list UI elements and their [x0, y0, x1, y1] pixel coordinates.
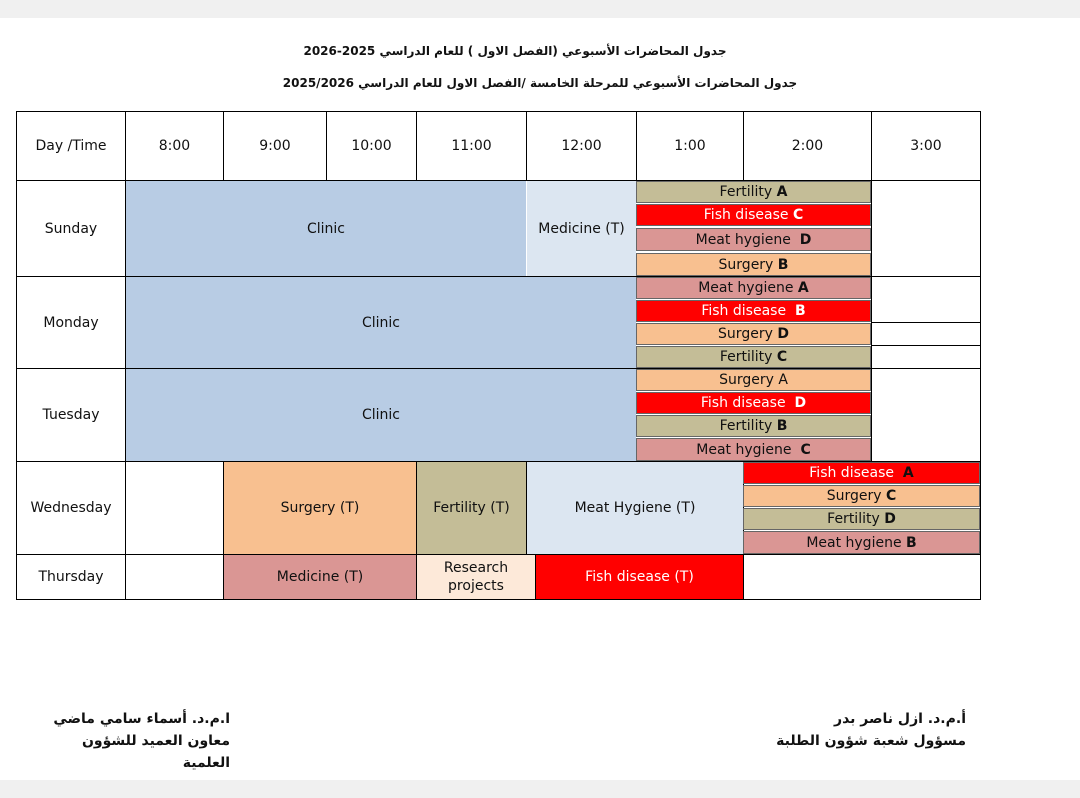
wednesday-group-2: Surgery C: [743, 485, 980, 507]
day-monday: Monday: [43, 314, 99, 331]
monday-clinic: Clinic: [126, 277, 636, 368]
sunday-medicine: Medicine (T): [527, 181, 636, 276]
header-time-11: 11:00: [451, 138, 492, 154]
monday-group-3: Surgery D: [636, 323, 871, 345]
day-tuesday: Tuesday: [42, 407, 100, 423]
wednesday-surgery: Surgery (T): [224, 462, 416, 554]
signature-left-role: معاون العميد للشؤون العلمية: [81, 733, 230, 771]
thursday-medicine: Medicine (T): [224, 555, 416, 599]
header-time-10: 10:00: [351, 138, 392, 154]
tuesday-group-4: Meat hygiene C: [636, 438, 871, 461]
header-time-8: 8:00: [158, 138, 191, 154]
wednesday-group-4: Meat hygiene B: [743, 531, 980, 554]
sunday-group-3: Meat hygiene D: [636, 228, 871, 251]
title-line-1: جدول المحاضرات الأسبوعي (الفصل الاول ) للعام الدراسي 2025-2026: [303, 44, 727, 58]
tuesday-group-1: Surgery A: [636, 369, 871, 391]
header-time-9: 9:00: [259, 138, 291, 154]
sunday-clinic: Clinic: [126, 181, 526, 276]
signature-left: [40, 708, 230, 774]
header-time-3: 3:00: [910, 138, 942, 154]
thursday-fish-disease: Fish disease (T): [536, 555, 743, 599]
header-day-time: Day /Time: [35, 138, 107, 154]
monday-group-2: Fish disease B: [636, 300, 871, 322]
day-wednesday: Wednesday: [30, 500, 112, 516]
monday-group-4: Fertility C: [636, 346, 871, 368]
header-time-12: 12:00: [561, 138, 602, 154]
tuesday-clinic: Clinic: [126, 369, 636, 461]
title-line-2: جدول المحاضرات الأسبوعي للمرحلة الخامسة /الفصل الاول للعام الدراسي 2025/2026: [282, 76, 798, 90]
wednesday-group-1: Fish disease A: [743, 462, 980, 484]
wednesday-group-3: Fertility D: [743, 508, 980, 530]
day-sunday: Sunday: [44, 220, 98, 237]
signature-right-role: مسؤول شعبة شؤون الطلبة: [776, 733, 966, 749]
header-time-1: 1:00: [674, 138, 706, 154]
tuesday-group-2: Fish disease D: [636, 392, 871, 414]
day-thursday: Thursday: [38, 569, 104, 585]
signature-right: [760, 708, 966, 752]
wednesday-fertility: Fertility (T): [417, 462, 526, 554]
sunday-group-1: Fertility A: [636, 181, 871, 203]
wednesday-meat-hygiene: Meat Hygiene (T): [527, 462, 743, 554]
sunday-group-2: Fish disease C: [636, 204, 871, 226]
signature-left-name: ا.م.د. أسماء سامي ماضي: [53, 711, 230, 727]
monday-group-1: Meat hygiene A: [636, 277, 871, 299]
schedule-page: [0, 18, 1080, 780]
tuesday-group-3: Fertility B: [636, 415, 871, 437]
header-time-2: 2:00: [791, 138, 824, 154]
sunday-group-4: Surgery B: [636, 253, 871, 276]
signature-right-name: أ.م.د. ازل ناصر بدر: [834, 711, 966, 727]
thursday-research-projects: Research projects: [417, 555, 535, 599]
